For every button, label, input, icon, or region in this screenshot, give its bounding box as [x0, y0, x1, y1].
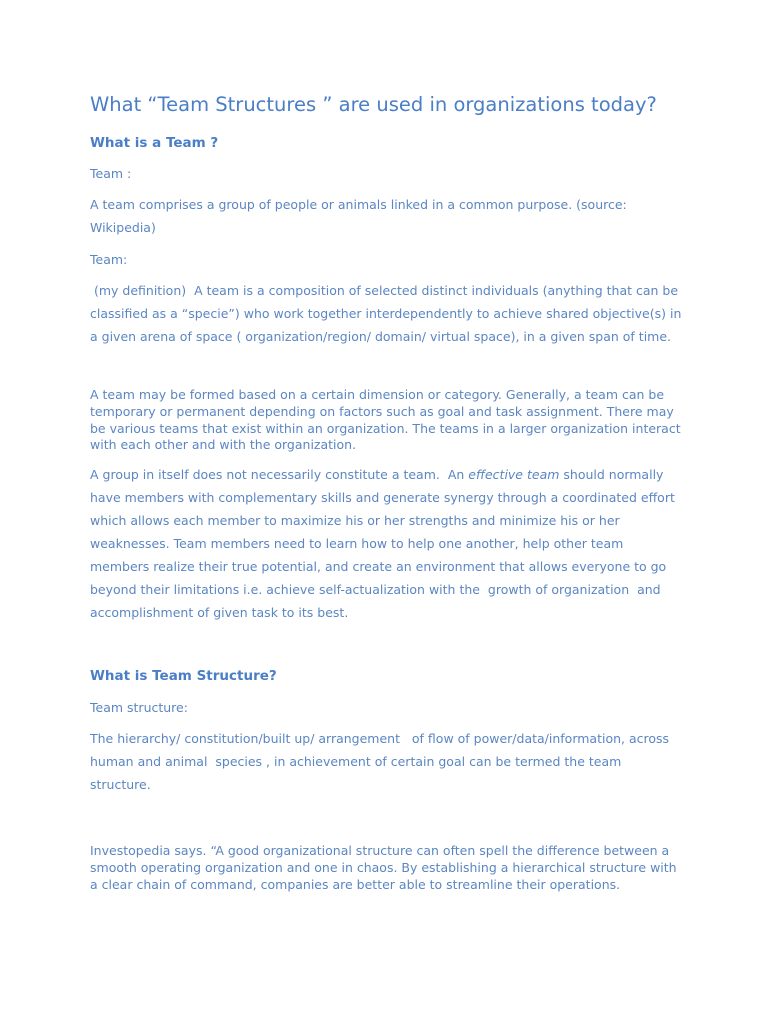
team-label-2: Team: — [90, 252, 128, 267]
team-definition-1: A team comprises a group of people or animals linked in a common purpose. (source: Wikipedia) — [90, 197, 627, 235]
investopedia-quote: Investopedia says. “A good organizational structure can often spell the difference between a smooth operating organization and one in chaos. By establishing a hierarchical structure with a clear chain of command, companies are better able to streamline their operations. — [90, 843, 677, 892]
paragraph-text: should normally have members with complementary skills and generate synergy through a coordinated effort which allows each member to maximize his or her strengths and minimize his or her weaknesses. Team members need to learn how to help one another, help other team members realize their true potential, and create an environment that allows everyone to go beyond their limitations i.e. achieve self-actualization with the growth of organization and accomplishment of given task to its best. — [90, 467, 679, 620]
page-title: What “Team Structures ” are used in organizations today? — [90, 93, 657, 116]
section-heading-what-is-team: What is a Team ? — [90, 135, 219, 151]
team-definition-2: (my definition) A team is a composition of selected distinct individuals (anything that can be classified as a “specie”) who work together interdependently to achieve shared objective(s) in a given arena of space ( organization/region/ domain/ virtual space), in a given span of time. — [90, 283, 686, 344]
team-formation-paragraph: A team may be formed based on a certain dimension or category. Generally, a team can be temporary or permanent depending on factors such as goal and task assignment. There may be various teams that exist within an organization. The teams in a larger organization interact with each other and with the organization. — [90, 387, 681, 453]
team-label-1: Team : — [90, 166, 132, 181]
effective-team-paragraph — [90, 463, 685, 624]
team-structure-definition: The hierarchy/ constitution/built up/ arrangement of flow of power/data/information, across human and animal species , in achievement of certain goal can be termed the team structure. — [90, 731, 674, 792]
section-heading-team-structure: What is Team Structure? — [90, 668, 277, 684]
paragraph-text: A group in itself does not necessarily constitute a team. An — [90, 467, 469, 482]
emphasis-effective-team: effective team — [468, 467, 560, 482]
team-structure-label: Team structure: — [90, 700, 188, 715]
